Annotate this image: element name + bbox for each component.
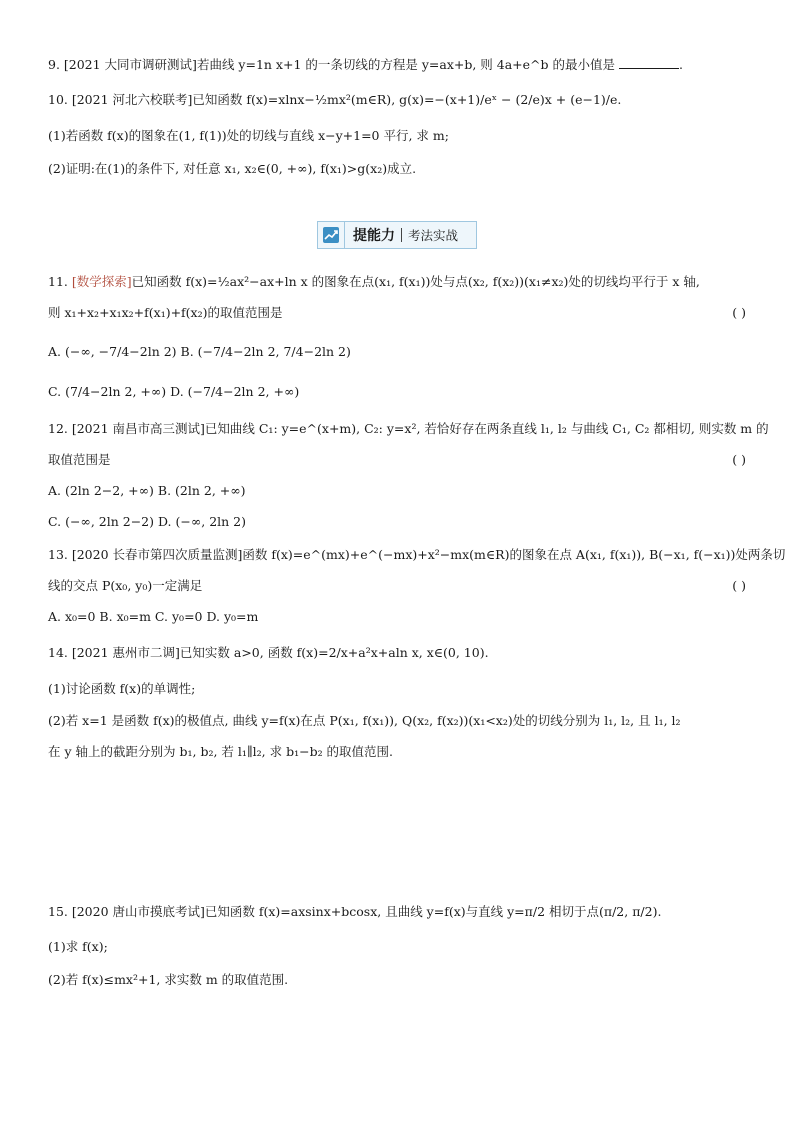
question-12: 12. [2021 南昌市高三测试]已知曲线 C₁: y=e^(x+m), C₂: y=x², 若恰好存在两条直线 l₁, l₂ 与曲线 C₁, C₂ 都相切, 则实数 m 的	[48, 421, 769, 436]
question-10: 10. [2021 河北六校联考]已知函数 f(x)=xlnx−½mx²(m∈R), g(x)=−(x+1)/eˣ − (2/e)x + (e−1)/e.	[48, 92, 622, 107]
question-10-part-1: (1)若函数 f(x)的图象在(1, f(1))处的切线与直线 x−y+1=0 平行, 求 m;	[48, 128, 449, 143]
question-14-part-2-line-2: 在 y 轴上的截距分别为 b₁, b₂, 若 l₁∥l₂, 求 b₁−b₂ 的取值范围.	[48, 744, 394, 759]
question-13-answer-bracket[interactable]: ( )	[732, 578, 746, 593]
question-13-line-2: 线的交点 P(x₀, y₀)一定满足	[48, 578, 203, 593]
question-14-part-2: (2)若 x=1 是函数 f(x)的极值点, 曲线 y=f(x)在点 P(x₁, f(x₁)), Q(x₂, f(x₂))(x₁<x₂)处的切线分别为 l₁, l₂, 且 l₁, l₂	[48, 713, 681, 728]
question-11-tag: [数学探索]	[71, 274, 132, 289]
question-12-options-cd: C. (−∞, 2ln 2−2) D. (−∞, 2ln 2)	[48, 514, 247, 529]
question-11-number: 11.	[48, 274, 68, 289]
section-banner-subtitle: 考法实战	[408, 228, 459, 243]
question-12-line-2: 取值范围是	[48, 452, 111, 467]
chart-trend-icon	[318, 222, 345, 248]
question-11-text: 已知函数 f(x)=½ax²−ax+ln x 的图象在点(x₁, f(x₁))处与点(x₂, f(x₂))(x₁≠x₂)处的切线均平行于 x 轴,	[131, 274, 700, 289]
section-banner	[317, 221, 477, 249]
question-11	[48, 273, 700, 291]
question-14: 14. [2021 惠州市二调]已知实数 a>0, 函数 f(x)=2/x+a²x+aln x, x∈(0, 10).	[48, 645, 489, 660]
question-9-end: .	[679, 57, 683, 72]
question-11-line-2: 则 x₁+x₂+x₁x₂+f(x₁)+f(x₂)的取值范围是	[48, 305, 283, 320]
question-15-part-2: (2)若 f(x)≤mx²+1, 求实数 m 的取值范围.	[48, 972, 289, 987]
question-10-part-2: (2)证明:在(1)的条件下, 对任意 x₁, x₂∈(0, +∞), f(x₁)>g(x₂)成立.	[48, 161, 417, 176]
question-11-options-ab: A. (−∞, −7/4−2ln 2) B. (−7/4−2ln 2, 7/4−2ln 2)	[48, 344, 351, 359]
section-banner-title: 提能力	[353, 228, 395, 244]
question-15-part-1: (1)求 f(x);	[48, 939, 108, 954]
question-9	[48, 56, 683, 74]
question-12-answer-bracket[interactable]: ( )	[732, 452, 746, 467]
question-13: 13. [2020 长春市第四次质量监测]函数 f(x)=e^(mx)+e^(−mx)+x²−mx(m∈R)的图象在点 A(x₁, f(x₁)), B(−x₁, f(−x₁))处两条切	[48, 547, 786, 562]
question-12-options-ab: A. (2ln 2−2, +∞) B. (2ln 2, +∞)	[48, 483, 246, 498]
question-15: 15. [2020 唐山市摸底考试]已知函数 f(x)=axsinx+bcosx, 且曲线 y=f(x)与直线 y=π/2 相切于点(π/2, π/2).	[48, 904, 662, 919]
question-11-answer-bracket[interactable]: ( )	[732, 305, 746, 320]
answer-blank[interactable]	[619, 56, 679, 69]
question-14-part-1: (1)讨论函数 f(x)的单调性;	[48, 681, 196, 696]
question-11-options-cd: C. (7/4−2ln 2, +∞) D. (−7/4−2ln 2, +∞)	[48, 384, 300, 399]
question-13-options: A. x₀=0 B. x₀=m C. y₀=0 D. y₀=m	[48, 609, 259, 624]
question-9-text: 9. [2021 大同市调研测试]若曲线 y=1n x+1 的一条切线的方程是 y=ax+b, 则 4a+e^b 的最小值是	[48, 57, 616, 72]
